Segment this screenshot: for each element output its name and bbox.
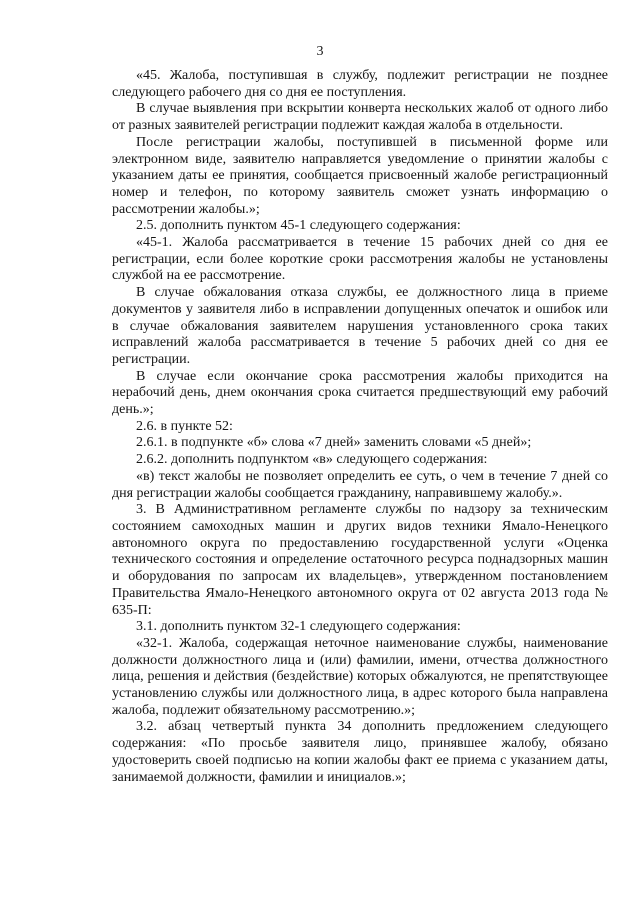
paragraph-item-32-1: «32-1. Жалоба, содержащая неточное наименование службы, наименование должности должностного лица и (или) фамилии, имени, отчества должностного лица, решения и действия (бездействие) которых обжалуются, не препятствующее установлению службы или должностного лица, в адрес которого была направлена жалоба, подлежит обязательному рассмотрению.»;	[112, 635, 608, 718]
paragraph-amendment-2-6: 2.6. в пункте 52:	[136, 418, 233, 434]
paragraph-amendment-3-2: 3.2. абзац четвертый пункта 34 дополнить предложением следующего содержания: «По просьбе заявителя лицо, принявшее жалобу, обязано удостоверить своей подписью на копии жалобы факт ее приема с указанием даты, занимаемой должности, фамилии и инициалов.»;	[112, 719, 608, 785]
paragraph-section-3: 3. В Административном регламенте службы по надзору за техническим состоянием самоходных машин и других видов техники Ямало-Ненецкого автономного округа по предоставлению государственной услуги «Оценка технического состояния и определение остаточного ресурса поднадзорных машин и оборудования по запросам их владельцев», утвержденном постановлением Правительства Ямало-Ненецкого автономного округа от 02 августа 2013 года № 635-П:	[112, 502, 608, 618]
paragraph-amendment-2-6-2: 2.6.2. дополнить подпунктом «в» следующего содержания:	[136, 452, 488, 468]
paragraph-registration-notice: После регистрации жалобы, поступившей в письменной форме или электронном виде, заявителю направляется уведомление о принятии жалобы с указанием даты ее принятия, сообщается присвоенный жалобе регистрационный номер и телефон, по которому заявитель сможет узнать информацию о рассмотрении жалобы.»;	[112, 134, 608, 217]
paragraph-item-45-1: «45-1. Жалоба рассматривается в течение 15 рабочих дней со дня ее регистрации, если более короткие сроки рассмотрения жалобы не установлены службой на ее рассмотрение.	[112, 235, 608, 284]
paragraph-non-working-day: В случае если окончание срока рассмотрения жалобы приходится на нерабочий день, днем окончания срока считается предшествующий ему рабочий день.»;	[112, 368, 608, 418]
paragraph-item-45: «45. Жалоба, поступившая в службу, подлежит регистрации не позднее следующего рабочего дня со дня ее поступления.	[112, 68, 608, 100]
page-number: 3	[316, 44, 324, 59]
paragraph-subitem-v: «в) текст жалобы не позволяет определить ее суть, о чем в течение 7 дней со дня регистрации жалобы сообщается гражданину, направившему жалобу.».	[112, 468, 608, 501]
paragraph-amendment-2-5: 2.5. дополнить пунктом 45-1 следующего содержания:	[136, 218, 461, 234]
paragraph-multiple-complaints: В случае выявления при вскрытии конверта нескольких жалоб от одного либо от разных заявителей регистрации подлежит каждая жалоба в отдельности.	[112, 101, 608, 134]
paragraph-amendment-2-6-1: 2.6.1. в подпункте «б» слова «7 дней» заменить словами «5 дней»;	[136, 435, 532, 451]
document-body	[112, 68, 608, 786]
paragraph-amendment-3-1: 3.1. дополнить пунктом 32-1 следующего содержания:	[136, 619, 461, 635]
paragraph-appeal-refusal: В случае обжалования отказа службы, ее должностного лица в приеме документов у заявителя либо в исправлении допущенных опечаток и ошибок или в случае обжалования заявителем нарушения установленного срока таких исправлений жалоба рассматривается в течение 5 рабочих дней со дня ее регистрации.	[112, 285, 608, 367]
